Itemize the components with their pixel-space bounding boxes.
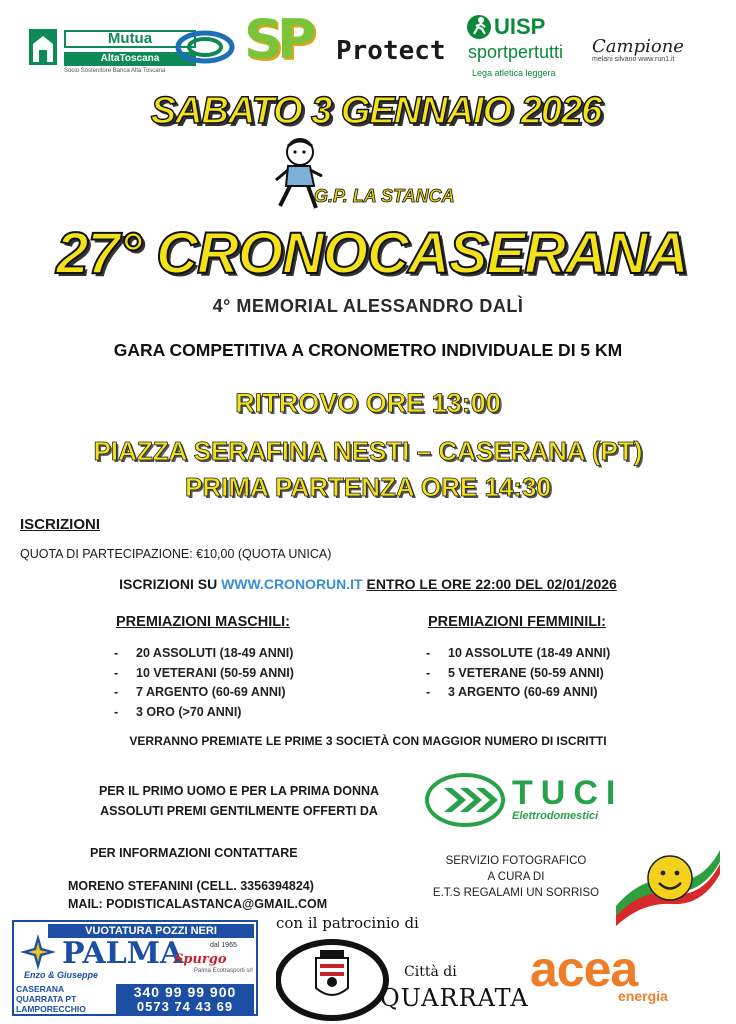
female-prizes-heading: PREMIAZIONI FEMMINILI: (428, 614, 607, 630)
palma-cities (16, 984, 116, 1014)
club-name: G.P. LA STANCA (314, 186, 455, 206)
palma-phone-mobile: 340 99 99 900 (116, 984, 254, 1000)
tuci-arrows-icon (424, 772, 506, 828)
memorial-subtitle: 4° MEMORIAL ALESSANDRO DALÌ (212, 296, 524, 316)
palma-ad (12, 920, 258, 1016)
event-location: PIAZZA SERAFINA NESTI – CASERANA (PT) (93, 436, 643, 466)
event-title: 27° CRONOCASERANA (56, 221, 688, 286)
quarrata-citta: Città di (404, 964, 457, 980)
campione-name: Campione (592, 36, 684, 57)
star-icon (18, 932, 58, 972)
mutua-tag: Socio Sostenitore Banca Alta Toscana (64, 68, 166, 74)
palma-spurgo: Spurgo (174, 952, 227, 967)
list-item: - 3 ARGENTO (60-69 ANNI) (426, 683, 610, 703)
palma-company: Palma Ecotrasporti srl (194, 968, 253, 974)
palma-phone-landline: 0573 74 43 69 (116, 1000, 254, 1014)
palma-name: PALMA (62, 936, 184, 971)
sponsor-prize-line: PER IL PRIMO UOMO E PER LA PRIMA DONNA (98, 784, 380, 798)
male-prizes-list (114, 644, 294, 722)
society-prize-note: VERRANNO PREMIATE LE PRIME 3 SOCIETÀ CON MAGGIOR NUMERO DI ISCRITTI (129, 734, 607, 748)
registration-fee: QUOTA DI PARTECIPAZIONE: €10,00 (QUOTA UNICA) (20, 547, 332, 561)
palma-headline: VUOTATURA POZZI NERI (48, 924, 254, 938)
registration-heading: ISCRIZIONI (20, 516, 101, 533)
photo-service-line: E.T.S REGALAMI UN SORRISO (432, 887, 600, 899)
photo-service-line: SERVIZIO FOTOGRAFICO (445, 855, 587, 867)
uisp-runner-icon (466, 14, 492, 40)
patronage-label: con il patrocinio di (276, 914, 419, 932)
mutua-ring-icon (174, 28, 236, 66)
photo-service (420, 853, 612, 901)
quarrata-name: QUARRATA (380, 984, 529, 1012)
sponsor-prize-line: ASSOLUTI PREMI GENTILMENTE OFFERTI DA (100, 804, 378, 818)
mutua-house-icon (28, 28, 58, 66)
male-prizes-heading: PREMIAZIONI MASCHILI: (116, 614, 290, 630)
uisp-logo (466, 14, 582, 84)
quarrata-logo (276, 936, 529, 1022)
acea-name: acea (530, 941, 638, 997)
list-item: - 20 ASSOLUTI (18-49 ANNI) (114, 644, 294, 664)
list-item: - 7 ARGENTO (60-69 ANNI) (114, 683, 294, 703)
campione-logo (592, 36, 728, 66)
club-logo (270, 136, 470, 216)
list-item: - 10 ASSOLUTE (18-49 ANNI) (426, 644, 610, 664)
list-item: - 3 ORO (>70 ANNI) (114, 703, 294, 723)
mutua-logo (28, 22, 240, 82)
start-time: PRIMA PARTENZA ORE 14:30 (185, 472, 551, 502)
sponsor-prize-note (60, 781, 418, 821)
uisp-tag: Lega atletica leggera (472, 68, 556, 78)
sp-mark: SP (244, 8, 311, 71)
female-prizes-list (426, 644, 610, 703)
event-date: SABATO 3 GENNAIO 2026 (150, 90, 602, 132)
registration-deadline: ENTRO LE ORE 22:00 DEL 02/01/2026 (366, 576, 617, 592)
mutua-sub: AltaToscana (64, 52, 196, 66)
registration-link[interactable]: WWW.CRONORUN.IT (221, 576, 363, 592)
tuci-name: TUCI (512, 774, 624, 812)
photo-service-line: A CURA DI (487, 871, 545, 883)
campione-sub: melani silvano www.run1.it (592, 56, 675, 63)
tuci-sub: Elettrodomestici (512, 810, 599, 822)
uisp-name: UISP (494, 14, 546, 39)
contact-heading: PER INFORMAZIONI CONTATTARE (90, 846, 298, 860)
sp-logo (244, 8, 340, 70)
list-item: - 10 VETERANI (50-59 ANNI) (114, 664, 294, 684)
tuci-logo (424, 770, 640, 830)
palma-city: QUARRATA PT (16, 994, 77, 1004)
uisp-sub: sportpertutti (468, 42, 564, 62)
palma-city: LAMPORECCHIO (16, 1004, 86, 1014)
online-registration (0, 576, 736, 592)
protect-text: Protect (336, 36, 446, 66)
palma-city: CASERANA (16, 984, 65, 994)
mutua-name: Mutua (64, 30, 196, 48)
palma-owners: Enzo & Giuseppe (24, 970, 99, 980)
smiley-flag-icon (612, 836, 724, 926)
race-type: GARA COMPETITIVA A CRONOMETRO INDIVIDUALE DI 5 KM (113, 340, 623, 360)
online-prefix: ISCRIZIONI SU (119, 576, 218, 592)
regalami-logo (612, 836, 724, 926)
acea-logo (530, 940, 726, 1010)
acea-sub: energia (618, 988, 668, 1004)
palma-since: dal 1965 (210, 942, 237, 949)
quarrata-crest-icon (276, 936, 396, 1022)
contact-email: MAIL: PODISTICALASTANCA@GMAIL.COM (68, 897, 328, 911)
contact-person: MORENO STEFANINI (CELL. 3356394824) (68, 879, 314, 893)
list-item: - 5 VETERANE (50-59 ANNI) (426, 664, 610, 684)
meeting-time: RITROVO ORE 13:00 (235, 388, 501, 418)
